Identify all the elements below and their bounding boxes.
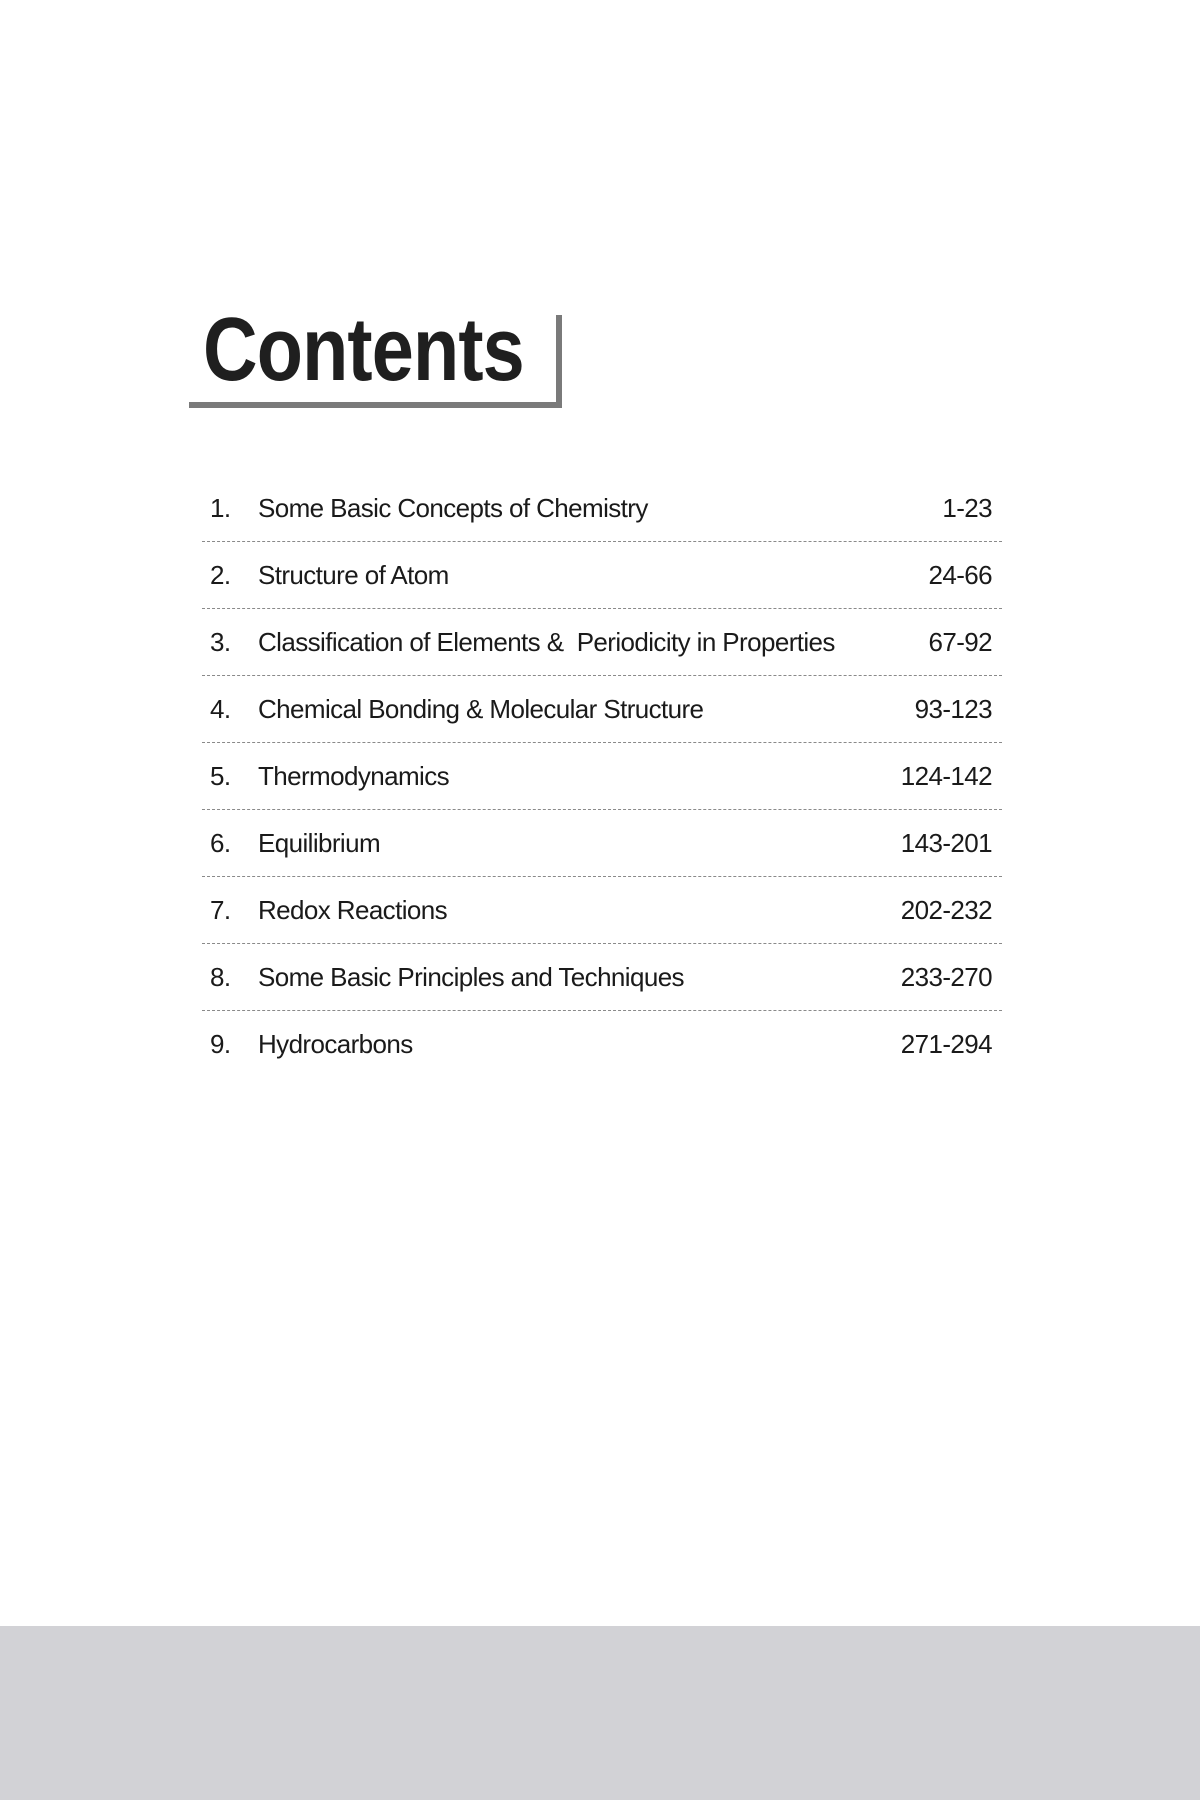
- toc-entry: [202, 1011, 1002, 1077]
- chapter-number: 6.: [210, 827, 231, 858]
- page-range: 24-66: [928, 559, 992, 590]
- chapter-title: Hydrocarbons: [258, 1028, 413, 1059]
- toc-entry: [202, 676, 1002, 743]
- page-range: 124-142: [900, 760, 992, 791]
- toc-entry: [202, 542, 1002, 609]
- chapter-number: 1.: [210, 492, 231, 523]
- chapter-title: Chemical Bonding & Molecular Structure: [258, 693, 704, 724]
- contents-heading: Contents: [203, 300, 524, 400]
- chapter-title: Redox Reactions: [258, 894, 447, 925]
- page-range: 67-92: [928, 626, 992, 657]
- toc-entry: [202, 475, 1002, 542]
- chapter-number: 8.: [210, 961, 231, 992]
- chapter-number: 2.: [210, 559, 231, 590]
- chapter-number: 3.: [210, 626, 231, 657]
- chapter-number: 7.: [210, 894, 231, 925]
- page-range: 271-294: [900, 1028, 992, 1059]
- toc-entry: [202, 743, 1002, 810]
- chapter-number: 9.: [210, 1028, 231, 1059]
- chapter-title: Equilibrium: [258, 827, 381, 858]
- page-range: 233-270: [900, 961, 992, 992]
- toc-entry: [202, 877, 1002, 944]
- page-range: 202-232: [900, 894, 992, 925]
- chapter-title: Thermodynamics: [258, 760, 449, 791]
- page-range: 93-123: [914, 693, 992, 724]
- page-range: 143-201: [900, 827, 992, 858]
- chapter-title: Some Basic Concepts of Chemistry: [258, 492, 648, 523]
- chapter-number: 5.: [210, 760, 231, 791]
- page-range: 1-23: [942, 492, 992, 523]
- toc-entry: [202, 810, 1002, 877]
- chapter-title: Some Basic Principles and Techniques: [258, 961, 684, 992]
- toc-entry: [202, 609, 1002, 676]
- chapter-number: 4.: [210, 693, 231, 724]
- chapter-title: Classification of Elements & Periodicity in Properties: [258, 626, 835, 657]
- chapter-title: Structure of Atom: [258, 559, 449, 590]
- toc-entry: [202, 944, 1002, 1011]
- footer-band: [0, 1626, 1200, 1800]
- table-of-contents: [202, 475, 1002, 1077]
